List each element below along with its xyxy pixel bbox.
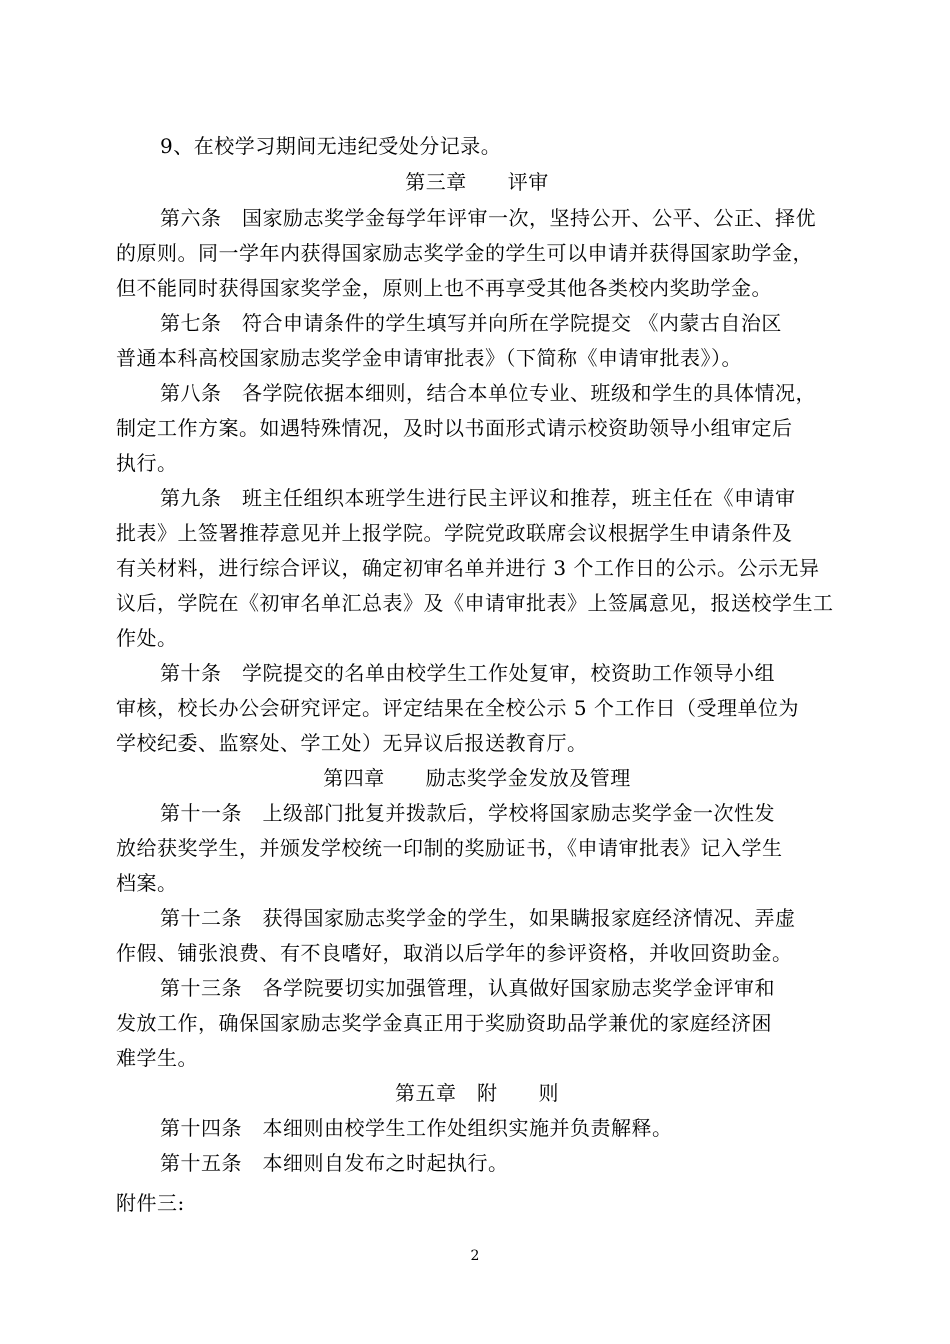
article-15: 第十五条 本细则自发布之时起执行。 <box>160 1151 509 1175</box>
article-13-line-1: 第十三条 各学院要切实加强管理，认真做好国家励志奖学金评审和 <box>160 976 775 1000</box>
article-9-line-4: 议后，学院在《初审名单汇总表》及《申请审批表》上签属意见，报送校学生工 <box>116 591 834 615</box>
article-9-line-1: 第九条 班主任组织本班学生进行民主评议和推荐，班主任在《申请审 <box>160 486 796 510</box>
chapter-3-heading: 第三章 评审 <box>405 170 549 194</box>
article-9-line-5: 作处。 <box>116 626 178 650</box>
article-10-line-3: 学校纪委、监察处、学工处）无异议后报送教育厅。 <box>116 731 588 755</box>
article-13-line-3: 难学生。 <box>116 1046 198 1070</box>
article-11-line-2: 放给获奖学生，并颁发学校统一印制的奖励证书，《申请审批表》记入学生 <box>116 836 783 860</box>
article-12-line-1: 第十二条 获得国家励志奖学金的学生，如果瞒报家庭经济情况、弄虚 <box>160 906 796 930</box>
article-11-line-3: 档案。 <box>116 871 178 895</box>
chapter-4-heading: 第四章 励志奖学金发放及管理 <box>323 766 631 790</box>
article-10-line-2: 审核，校长办公会研究评定。评定结果在全校公示 5 个工作日（受理单位为 <box>116 696 799 720</box>
list-item-9: 9、在校学习期间无违纪受处分记录。 <box>160 134 502 158</box>
article-11-line-1: 第十一条 上级部门批复并拨款后，学校将国家励志奖学金一次性发 <box>160 801 775 825</box>
article-8-line-2: 制定工作方案。如遇特殊情况，及时以书面形式请示校资助领导小组审定后 <box>116 416 793 440</box>
article-13-line-2: 发放工作，确保国家励志奖学金真正用于奖励资助品学兼优的家庭经济困 <box>116 1011 772 1035</box>
article-6-line-2: 的原则。同一学年内获得国家励志奖学金的学生可以申请并获得国家助学金， <box>116 241 813 265</box>
article-12-line-2: 作假、铺张浪费、有不良嗜好，取消以后学年的参评资格，并收回资助金。 <box>116 941 793 965</box>
article-8-line-1: 第八条 各学院依据本细则，结合本单位专业、班级和学生的具体情况， <box>160 381 816 405</box>
page-number: 2 <box>470 1248 480 1264</box>
article-6-line-3: 但不能同时获得国家奖学金，原则上也不再享受其他各类校内奖助学金。 <box>116 276 772 300</box>
article-14: 第十四条 本细则由校学生工作处组织实施并负责解释。 <box>160 1116 673 1140</box>
attachment-label: 附件三: <box>116 1191 185 1215</box>
chapter-5-heading: 第五章 附 则 <box>395 1081 559 1105</box>
article-7-line-2: 普通本科高校国家励志奖学金申请审批表》（下简称《申请审批表》）。 <box>116 346 742 370</box>
article-9-line-3: 有关材料，进行综合评议，确定初审名单并进行 3 个工作日的公示。公示无异 <box>116 556 820 580</box>
article-10-line-1: 第十条 学院提交的名单由校学生工作处复审，校资助工作领导小组 <box>160 661 775 685</box>
article-7-line-1: 第七条 符合申请条件的学生填写并向所在学院提交 《内蒙古自治区 <box>160 311 782 335</box>
article-9-line-2: 批表》上签署推荐意见并上报学院。学院党政联席会议根据学生申请条件及 <box>116 521 793 545</box>
article-8-line-3: 执行。 <box>116 451 178 475</box>
article-6-line-1: 第六条 国家励志奖学金每学年评审一次，坚持公开、公平、公正、择优 <box>160 206 816 230</box>
